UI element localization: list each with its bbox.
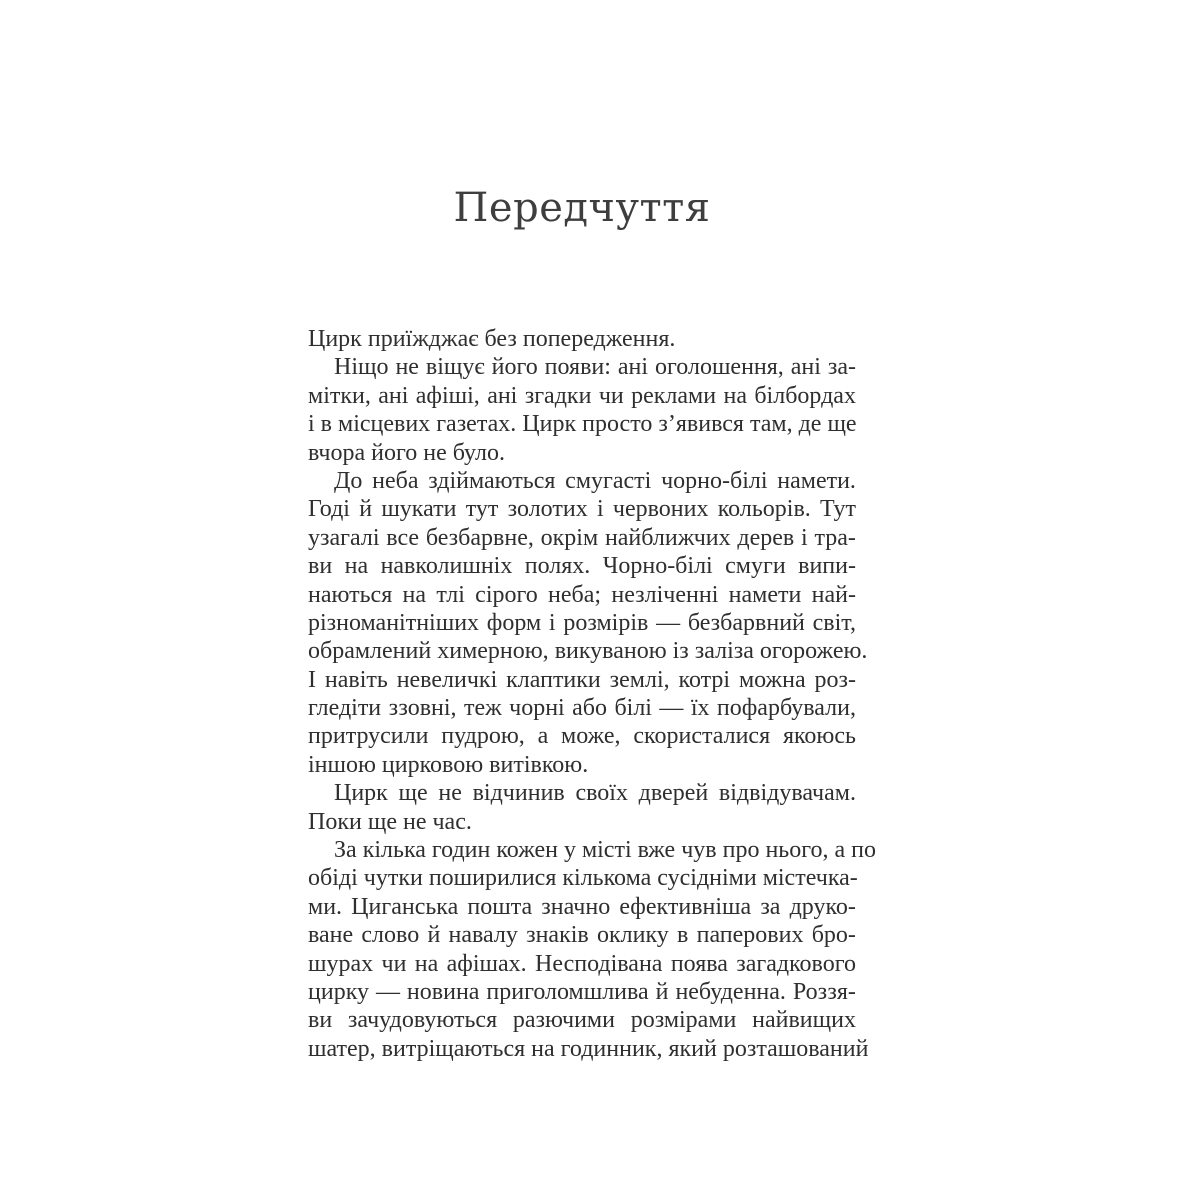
word: на (344, 553, 375, 580)
word: годинник, (560, 1035, 669, 1062)
word: Цирк (334, 780, 394, 807)
word: най- (811, 581, 856, 608)
word: кожен (496, 837, 564, 864)
word: віщує (425, 354, 491, 381)
word: приголомшлива (486, 978, 655, 1005)
text-line (308, 722, 856, 750)
word: сусідніми (657, 865, 763, 892)
chapter-title: Передчуття (453, 185, 711, 231)
word: шурах (308, 950, 380, 977)
word: обрамлений (308, 638, 438, 665)
word: — (659, 695, 690, 722)
word: тут (465, 496, 505, 523)
word: чи (598, 382, 630, 409)
word: викуваною (554, 638, 673, 665)
word: слово (361, 922, 426, 949)
word: його (371, 439, 424, 466)
word: золотих (507, 496, 594, 523)
word: найвищих (752, 1007, 856, 1034)
word: із (672, 638, 695, 665)
word: було. (452, 439, 505, 466)
word: пошта (467, 893, 539, 920)
word: час. (432, 808, 472, 835)
word: намети (728, 581, 808, 608)
word: його (491, 354, 544, 381)
text-line (308, 495, 856, 523)
word: витівкою. (489, 751, 589, 778)
word: навалу (448, 922, 524, 949)
word: не (402, 808, 433, 835)
word: дверей (638, 780, 715, 807)
text-line (308, 581, 856, 609)
word: ви (308, 553, 339, 580)
word: огорожею. (759, 638, 868, 665)
word: про (722, 837, 766, 864)
word: цирку (308, 978, 376, 1005)
word: і (801, 524, 814, 551)
word: чорні (509, 695, 571, 722)
word: бро- (811, 922, 856, 949)
word: цирковою (381, 751, 490, 778)
word: — (656, 609, 687, 636)
word: зачудовуються (347, 1007, 504, 1034)
text-line (308, 694, 856, 722)
text-line (308, 950, 856, 978)
text-line (308, 637, 868, 665)
word: Роззя- (792, 978, 856, 1005)
word: світ, (812, 609, 856, 636)
text-line (308, 779, 856, 807)
word: шукати (381, 496, 463, 523)
text-line (308, 921, 856, 949)
word: пофарбували, (716, 695, 856, 722)
word: оклику (596, 922, 675, 949)
word: небуденна. (675, 978, 792, 1005)
word: іншою (308, 751, 382, 778)
word: обіді (308, 865, 364, 892)
word: знаків (526, 922, 595, 949)
word: окрім (540, 524, 605, 551)
paragraph (308, 353, 856, 467)
text-line (308, 609, 856, 637)
word: притрусили (308, 723, 435, 750)
word: чорно-білі (661, 467, 774, 494)
word: пудрою, (441, 723, 531, 750)
word: оголошення, (655, 354, 790, 381)
word: за- (827, 354, 856, 381)
word: форм (486, 609, 548, 636)
word: на (531, 1035, 561, 1062)
paragraph (308, 325, 856, 353)
word: ані (617, 354, 655, 381)
text-line (308, 666, 856, 694)
word: по (851, 837, 876, 864)
word: Чорно-білі (602, 553, 719, 580)
word: смугасті (565, 467, 658, 494)
word: в (677, 922, 695, 949)
word: наються (308, 581, 399, 608)
text-line (308, 808, 856, 836)
text-line (308, 864, 856, 892)
word: клаптики (506, 666, 607, 693)
word: різноманітніших (308, 609, 486, 636)
word: дерев (737, 524, 801, 551)
word: Циганська (351, 893, 465, 920)
word: загадкового (736, 950, 856, 977)
word: може, (561, 723, 627, 750)
word: кольорів. (717, 496, 817, 523)
paragraph (308, 836, 876, 1063)
word: і (308, 411, 321, 438)
text-line (308, 382, 856, 410)
word: неба; (548, 581, 608, 608)
word: у (563, 837, 582, 864)
word: годин (431, 837, 497, 864)
word: найближчих (604, 524, 737, 551)
word: в (320, 411, 339, 438)
word: значно (541, 893, 617, 920)
word: відвідувачам. (718, 780, 856, 807)
word: Ніщо (334, 354, 395, 381)
word: попередження. (522, 326, 676, 352)
word: теж (463, 695, 508, 722)
word: поява (670, 950, 734, 977)
text-line (308, 552, 856, 580)
word: Годі (308, 496, 356, 523)
word: узагалі (308, 524, 386, 551)
word: газетах. (436, 411, 523, 438)
word: І (308, 666, 322, 693)
word: якоюсь (782, 723, 856, 750)
word: сірого (475, 581, 544, 608)
word: який (668, 1035, 723, 1062)
word: полях. (524, 553, 597, 580)
word: на (723, 382, 753, 409)
word: або (572, 695, 614, 722)
text-line (308, 325, 856, 353)
word: тлі (436, 581, 471, 608)
word: безбарвне, (425, 524, 540, 551)
word: не (423, 439, 453, 466)
word: на (414, 950, 445, 977)
text-line (308, 1006, 856, 1034)
word: білі (614, 695, 658, 722)
word: ані (378, 382, 415, 409)
word: ззовні, (388, 695, 463, 722)
word: місті (581, 837, 638, 864)
text-line (308, 893, 856, 921)
word: згадки (524, 382, 598, 409)
text-line (308, 353, 856, 381)
word: Поки (308, 808, 368, 835)
word: ані (790, 354, 827, 381)
word: химерною, (437, 638, 555, 665)
word: До (334, 467, 369, 494)
word: ще (398, 780, 434, 807)
word: ані (487, 382, 524, 409)
word: появи: (544, 354, 617, 381)
word: намети. (777, 467, 856, 494)
word: гледіти (308, 695, 388, 722)
word: новина (406, 978, 486, 1005)
word: здіймаються (428, 467, 562, 494)
word: кількома (562, 865, 658, 892)
word: містечка- (762, 865, 858, 892)
word: на (402, 581, 433, 608)
text-line (308, 751, 856, 779)
word: де (798, 411, 828, 438)
word: й (359, 496, 379, 523)
word: й (427, 922, 447, 949)
word: білбордах (754, 382, 856, 409)
word: афішах. (446, 950, 533, 977)
word: роз- (814, 666, 856, 693)
word: приїжджає (367, 326, 485, 352)
word: нього, (765, 837, 835, 864)
word: ще (827, 411, 857, 438)
word: і (548, 609, 562, 636)
paragraph (308, 779, 856, 836)
word: розмірами (630, 1007, 743, 1034)
word: ефективніша (619, 893, 758, 920)
word: Цирк (308, 326, 368, 352)
word: а (537, 723, 555, 750)
word: червоних (612, 496, 715, 523)
word: там, (749, 411, 799, 438)
word: землі, (609, 666, 676, 693)
word: разючими (512, 1007, 621, 1034)
text-line (308, 524, 856, 552)
word: чутки (363, 865, 429, 892)
word: випи- (798, 553, 856, 580)
word: паперових (696, 922, 810, 949)
word: навколишніх (380, 553, 519, 580)
word: ване (308, 922, 360, 949)
text-line (308, 439, 856, 467)
word: безбарвний (687, 609, 811, 636)
word: друко- (789, 893, 856, 920)
text-line (308, 1035, 869, 1063)
text-column (308, 325, 876, 1063)
word: ви (308, 1007, 339, 1034)
word: вчора (308, 439, 372, 466)
word: і (596, 496, 610, 523)
word: — (375, 978, 406, 1005)
word: чув (681, 837, 723, 864)
word: витріщаються (381, 1035, 532, 1062)
word: просто (582, 411, 659, 438)
word: Цирк (522, 411, 583, 438)
word: За (334, 837, 363, 864)
text-line (308, 836, 876, 864)
word: мітки, (308, 382, 377, 409)
word: скористалися (633, 723, 777, 750)
word: поширилися (428, 865, 563, 892)
word: шатер, (308, 1035, 382, 1062)
word: невеличкі (396, 666, 504, 693)
word: відчинив (472, 780, 571, 807)
word: не (438, 780, 468, 807)
word: все (386, 524, 426, 551)
word: не (395, 354, 425, 381)
word: чи (381, 950, 413, 977)
paragraph (308, 467, 868, 779)
word: незліченні (611, 581, 725, 608)
text-line (308, 410, 856, 438)
word: своїх (575, 780, 634, 807)
word: смуги (725, 553, 792, 580)
word: за (760, 893, 787, 920)
word: місцевих (338, 411, 437, 438)
word: розташований (722, 1035, 869, 1062)
word: з’явився (658, 411, 750, 438)
word: Тут (820, 496, 856, 523)
word: ще (367, 808, 403, 835)
word: ми. (308, 893, 349, 920)
word: реклами (631, 382, 723, 409)
word: кілька (362, 837, 432, 864)
word: навіть (324, 666, 394, 693)
text-line (308, 978, 856, 1006)
text-line (308, 467, 856, 495)
word: можна (738, 666, 812, 693)
word: тра- (814, 524, 856, 551)
word: вже (637, 837, 682, 864)
word: неба (372, 467, 425, 494)
word: їх (690, 695, 716, 722)
word: а (834, 837, 852, 864)
word: Несподівана (535, 950, 669, 977)
word: афіші, (415, 382, 486, 409)
word: заліза (694, 638, 760, 665)
word: й (655, 978, 675, 1005)
word: розмірів (563, 609, 655, 636)
word: без (484, 326, 523, 352)
word: котрі (678, 666, 737, 693)
